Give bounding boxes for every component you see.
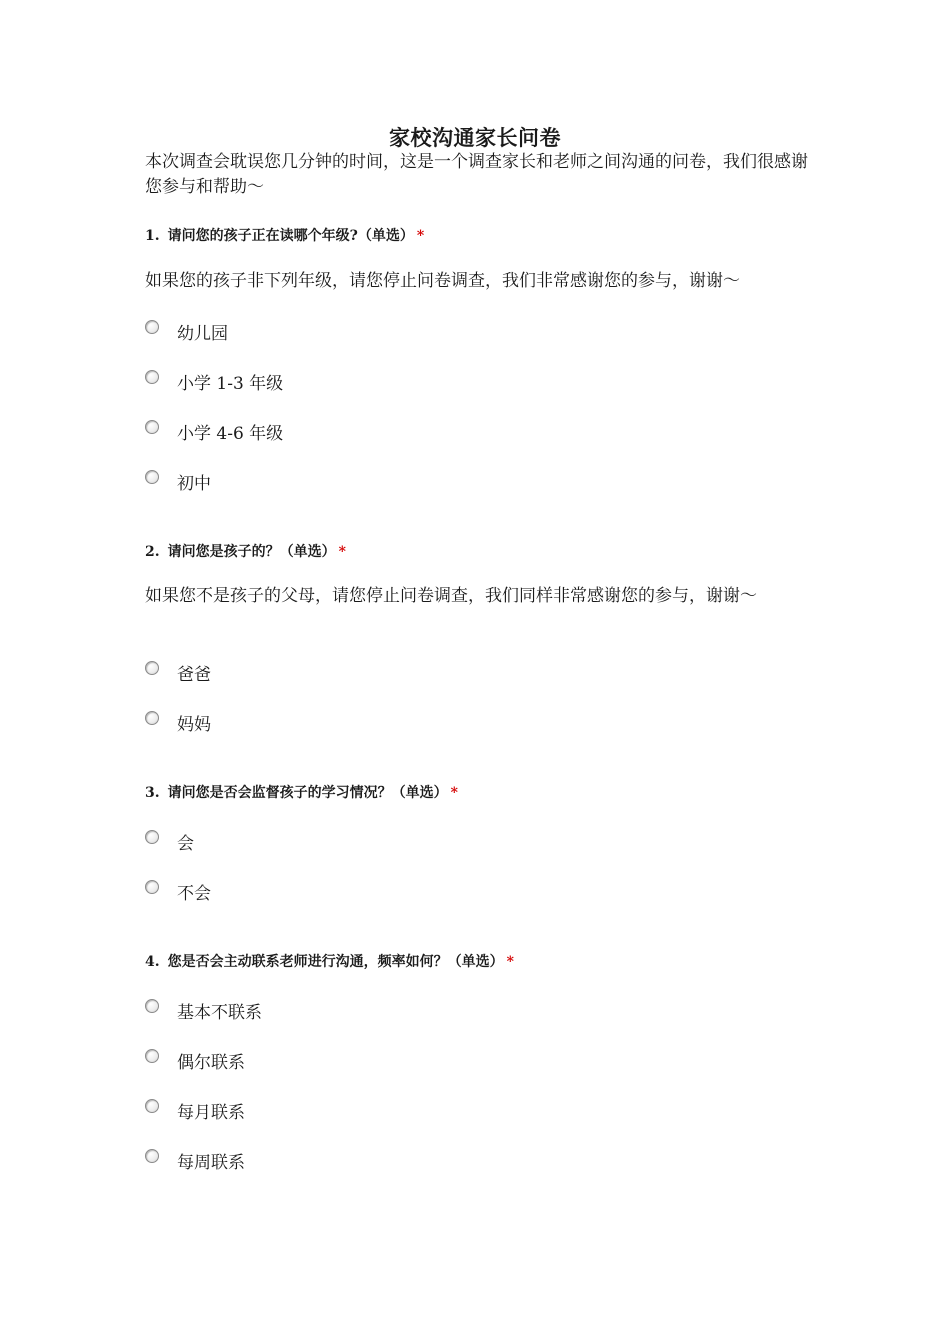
radio-button-icon[interactable] [145, 1149, 159, 1163]
option-label: 每月联系 [177, 1103, 245, 1123]
q4-option-monthly[interactable] [145, 1099, 245, 1125]
radio-button-icon[interactable] [145, 320, 159, 334]
q3-option-no[interactable] [145, 880, 211, 906]
question-text: 请问您的孩子正在读哪个年级?（单选） [167, 228, 414, 244]
radio-button-icon[interactable] [145, 1099, 159, 1113]
option-label: 偶尔联系 [177, 1053, 245, 1073]
option-label: 小学 4-6 年级 [177, 424, 284, 444]
question-1-note: 如果您的孩子非下列年级，请您停止问卷调查，我们非常感谢您的参与，谢谢～ [145, 271, 740, 291]
option-label: 不会 [177, 884, 211, 904]
radio-button-icon[interactable] [145, 711, 159, 725]
option-label: 基本不联系 [177, 1003, 262, 1023]
q4-option-weekly[interactable] [145, 1149, 245, 1175]
question-text: 请问您是否会监督孩子的学习情况？（单选） [167, 785, 448, 801]
question-4-title [145, 951, 514, 971]
option-label: 爸爸 [177, 665, 211, 685]
required-asterisk: * [506, 954, 514, 970]
q1-option-kindergarten[interactable] [145, 320, 228, 346]
radio-button-icon[interactable] [145, 999, 159, 1013]
option-label: 幼儿园 [177, 324, 228, 344]
q2-option-father[interactable] [145, 661, 211, 687]
question-text: 请问您是孩子的？（单选） [167, 544, 336, 560]
q3-option-yes[interactable] [145, 830, 194, 856]
question-number: 3. [145, 785, 160, 801]
radio-button-icon[interactable] [145, 470, 159, 484]
q1-option-junior-high[interactable] [145, 470, 211, 496]
q1-option-primary-4-6[interactable] [145, 420, 283, 446]
question-1-title [145, 225, 424, 245]
q2-option-mother[interactable] [145, 711, 211, 737]
radio-button-icon[interactable] [145, 880, 159, 894]
question-2-title [145, 541, 346, 561]
required-asterisk: * [338, 544, 346, 560]
q4-option-occasionally[interactable] [145, 1049, 245, 1075]
radio-button-icon[interactable] [145, 830, 159, 844]
question-2-note: 如果您不是孩子的父母，请您停止问卷调查，我们同样非常感谢您的参与，谢谢～ [145, 586, 757, 606]
option-label: 每周联系 [177, 1153, 245, 1173]
radio-button-icon[interactable] [145, 370, 159, 384]
radio-button-icon[interactable] [145, 1049, 159, 1063]
q4-option-rarely[interactable] [145, 999, 262, 1025]
option-label: 会 [177, 834, 194, 854]
required-asterisk: * [450, 785, 458, 801]
survey-intro: 本次调查会耽误您几分钟的时间，这是一个调查家长和老师之间沟通的问卷，我们很感谢您参与和帮助～ [145, 152, 808, 197]
radio-button-icon[interactable] [145, 420, 159, 434]
required-asterisk: * [416, 228, 425, 244]
q1-option-primary-1-3[interactable] [145, 370, 283, 396]
option-label: 妈妈 [177, 715, 211, 735]
option-label: 初中 [177, 474, 211, 494]
option-label: 小学 1-3 年级 [177, 374, 284, 394]
question-number: 4. [145, 954, 160, 970]
question-3-title [145, 782, 458, 802]
radio-button-icon[interactable] [145, 661, 159, 675]
question-number: 1. [145, 228, 160, 244]
question-text: 您是否会主动联系老师进行沟通，频率如何？（单选） [167, 954, 504, 970]
question-number: 2. [145, 544, 160, 560]
survey-title: 家校沟通家长问卷 [389, 125, 561, 150]
